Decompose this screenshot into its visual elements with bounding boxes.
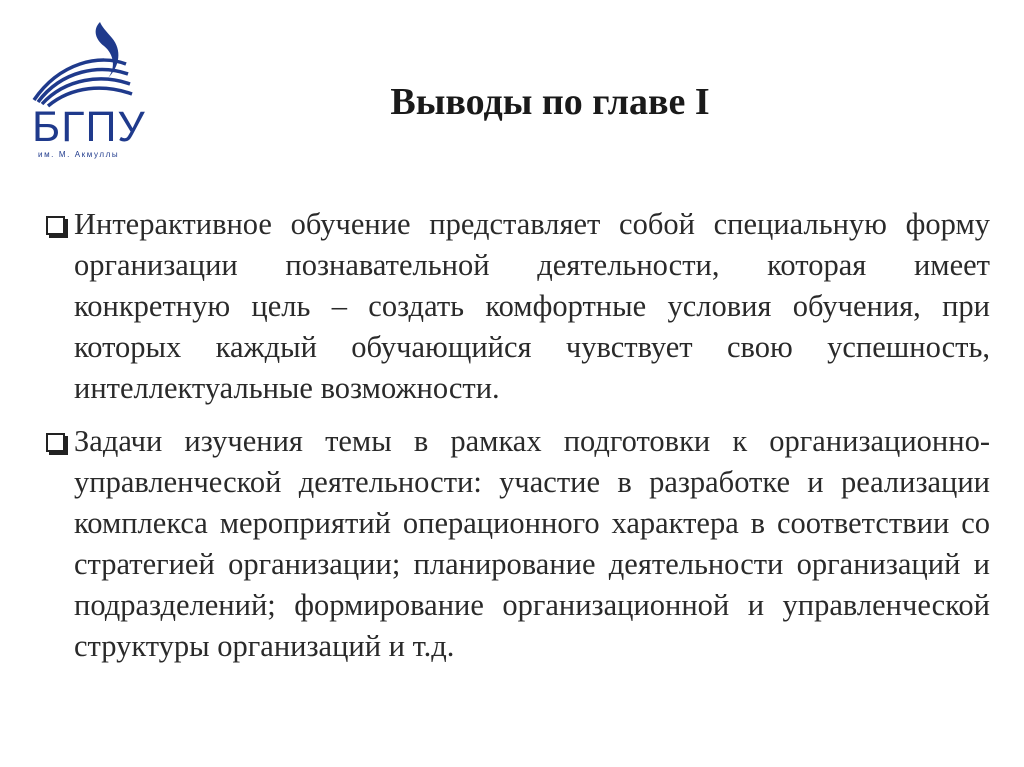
slide-title: Выводы по главе I — [390, 81, 710, 123]
logo-text: БГПУ — [32, 103, 146, 151]
checkbox-square-icon — [46, 216, 65, 235]
bullet-text-1: Интерактивное обучение представляет собой специальную форму организации познавательной деятельности, которая имеет конкретную цель – создать комфортные условия обучения, при которых каждый обучающийся чувствует свою успешность, интеллектуальные возможности. — [74, 207, 990, 405]
bullet-item-1 — [46, 204, 990, 409]
logo-subtitle: им. М. Акмуллы — [38, 150, 120, 159]
logo-wave-icon — [30, 18, 145, 113]
bullet-item-2 — [46, 421, 990, 667]
bullet-text-2: Задачи изучения темы в рамках подготовки к организационно-управленческой деятельности: участие в разработке и реализации комплекса мероприятий операционного характера в соответствии со стратегией организации; планирование деятельности организаций и подразделений; формирование организационной и управленческой структуры организаций и т.д. — [74, 424, 990, 663]
checkbox-square-icon — [46, 433, 65, 452]
bullet-list — [46, 204, 990, 679]
university-logo — [30, 18, 145, 158]
